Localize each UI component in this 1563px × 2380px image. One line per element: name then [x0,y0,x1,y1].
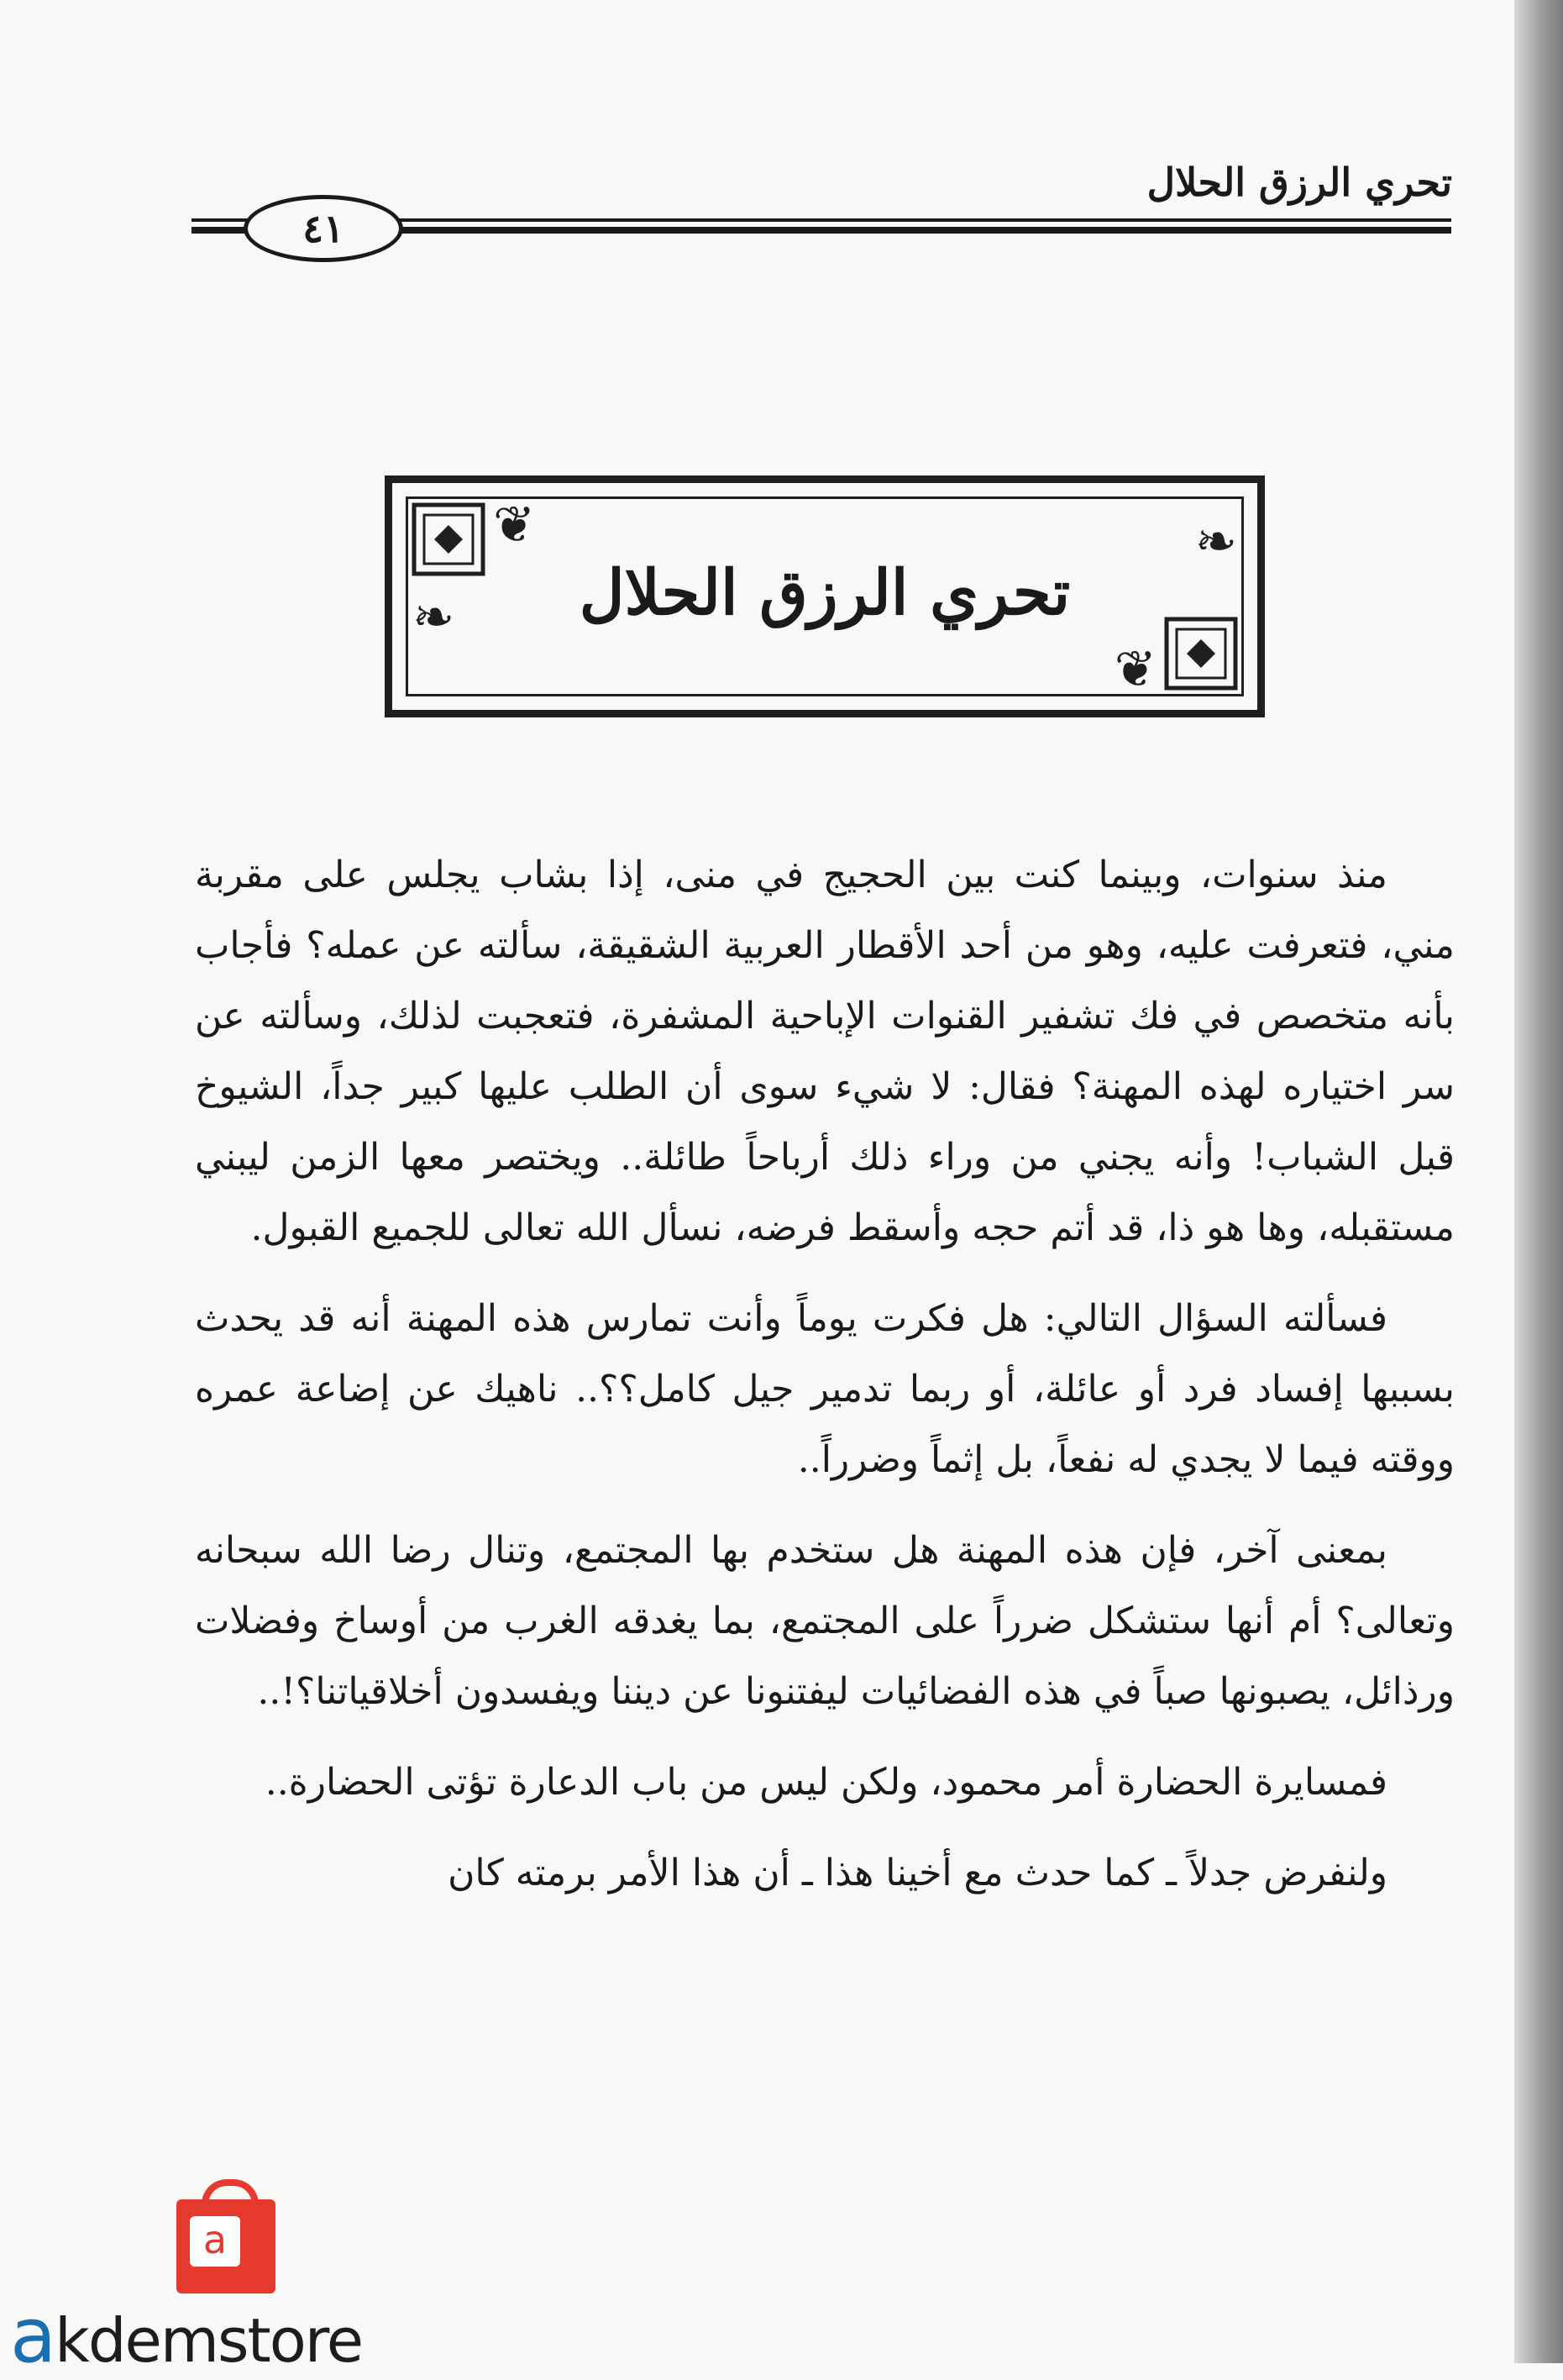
chapter-title-frame [385,475,1265,717]
running-header-title: تحري الرزق الحلال [1146,160,1452,205]
paragraph-5: ولنفرض جدلاً ـ كما حدث مع أخينا هذا ـ أن هذا الأمر برمته كان [448,1852,1387,1894]
body-text [195,840,1455,1929]
chapter-title: تحري الرزق الحلال [579,557,1071,629]
swirl-right-icon: ❧ [1194,512,1237,571]
page-number: ٤١ [244,195,403,262]
store-name: akdemstore [10,2292,363,2380]
shopping-bag-icon: a [176,2199,275,2293]
page-edge-shadow [1514,0,1563,2363]
store-watermark-logo [10,2199,447,2380]
paragraph-1: منذ سنوات، وبينما كنت بين الحجيج في منى، إذا بشاب يجلس على مقربة مني، فتعرفت عليه، وهو من أحد الأقطار العربية الشقيقة، سألته عن عمله؟ فأجاب بأنه متخصص في فك تشفير القنوات الإباحية المشفرة، فتعجبت لذلك، وسألته عن سر اختياره لهذه المهنة؟ فقال: لا شيء سوى أن الطلب عليها كبير جداً، الشيوخ قبل الشباب! وأنه يجني من وراء ذلك أرباحاً طائلة.. ويختصر معها الزمن ليبني مستقبله، وها هو ذا، قد أتم حجه وأسقط فرضه، نسأل الله تعالى للجميع القبول. [195,854,1455,1249]
paragraph-3: بمعنى آخر، فإن هذه المهنة هل ستخدم بها المجتمع، وتنال رضا الله سبحانه وتعالى؟ أم أنها ستشكل ضرراً على المجتمع، بما يغدقه الغرب من أوساخ وفضلات ورذائل، يصبونها صباً في هذه الفضائيات ليفتنونا عن ديننا ويفسدون أخلاقياتنا؟!.. [195,1529,1455,1713]
swirl-left-icon: ❧ [412,588,455,647]
paragraph-4: فمسايرة الحضارة أمر محمود، ولكن ليس من باب الدعارة تؤتى الحضارة.. [265,1761,1387,1804]
swirl-top-icon: ❦ [493,496,536,554]
swirl-bottom-icon: ❦ [1114,640,1157,699]
paragraph-2: فسألته السؤال التالي: هل فكرت يوماً وأنت تمارس هذه المهنة أنه قد يحدث بسببها إفساد فرد أو عائلة، أو ربما تدمير جيل كامل؟؟.. ناهيك عن إضاعة عمره ووقته فيما لا يجدي له نفعاً، بل إثماً وضرراً.. [195,1297,1455,1481]
